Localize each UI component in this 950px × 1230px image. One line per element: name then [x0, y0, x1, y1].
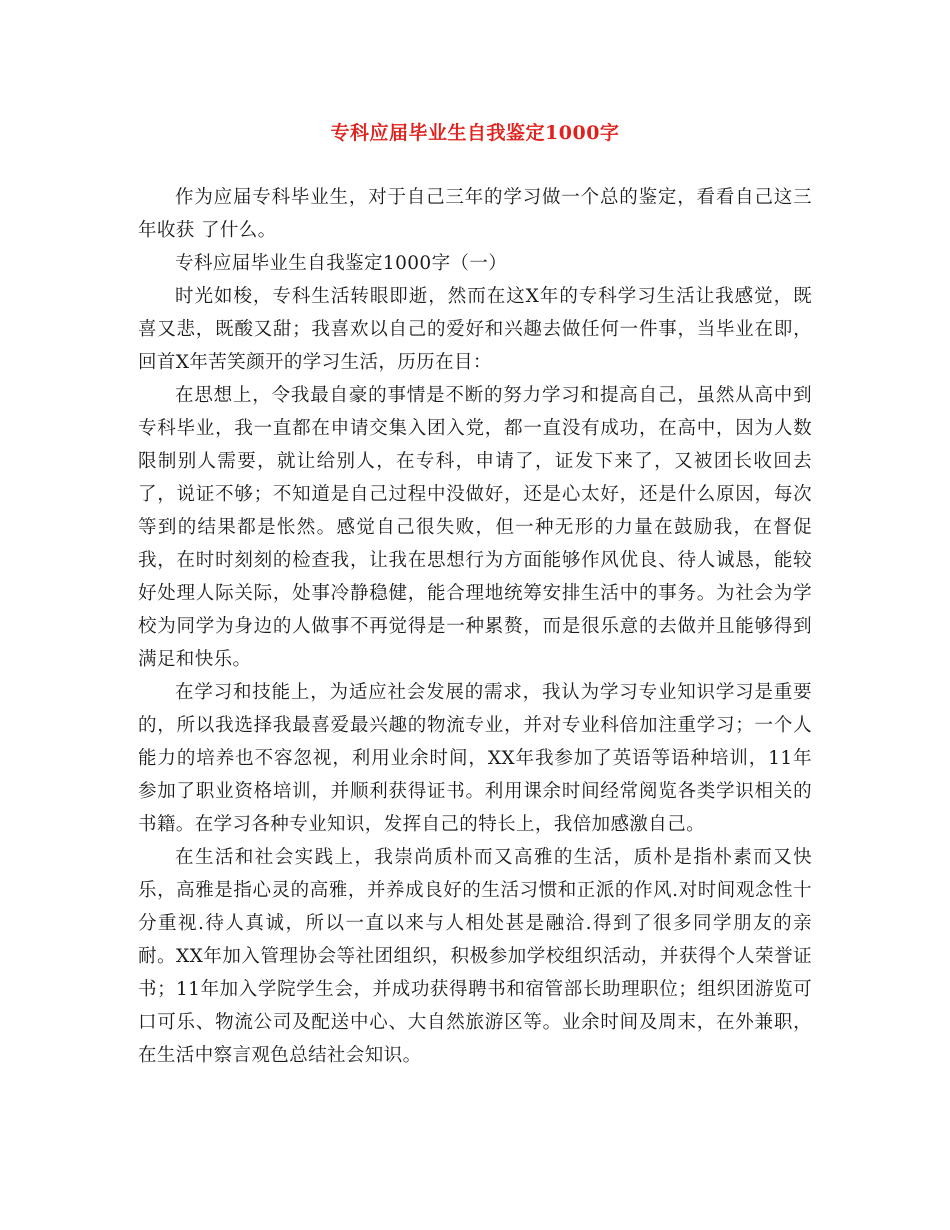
paragraph-section-heading: 专科应届毕业生自我鉴定1000字（一） — [175, 253, 508, 274]
paragraph-study-skills: 在学习和技能上，为适应社会发展的需求，我认为学习专业知识学习是重要的，所以我选择我最喜爱最兴趣的物流专业，并对专业科倍加注重学习；一个人能力的培养也不容忽视，利用业余时间，XX年我参加了英语等语种培训，11年参加了职业资格培训，并顺利获得证书。利用课余时间经常阅览各类学识相关的书籍。在学习各种专业知识，发挥自己的特长上，我倍加感激自己。 — [138, 682, 812, 835]
paragraph-intro: 作为应届专科毕业生，对于自己三年的学习做一个总的鉴定，看看自己这三年收获 了什么。 — [138, 187, 812, 241]
paragraph-ideology: 在思想上，令我最自豪的事情是不断的努力学习和提高自己，虽然从高中到专科毕业，我一直都在申请交集入团入党，都一直没有成功，在高中，因为人数限制别人需要，就让给别人，在专科，申请了，证发下来了，又被团长收回去了，说证不够；不知道是自己过程中没做好，还是心太好，还是什么原因，每次等到的结果都是怅然。感觉自己很失败，但一种无形的力量在鼓励我，在督促我，在时时刻刻的检查我，让我在思想行为方面能够作风优良、待人诚恳，能较好处理人际关际，处事冷静稳健，能合理地统筹安排生活中的事务。为社会为学校为同学为身边的人做事不再觉得是一种累赘，而是很乐意的去做并且能够得到满足和快乐。 — [138, 385, 812, 670]
paragraph-opening: 时光如梭，专科生活转眼即逝，然而在这X年的专科学习生活让我感觉，既喜又悲，既酸又甜；我喜欢以自己的爱好和兴趣去做任何一件事，当毕业在即，回首X年苦笑颜开的学习生活，历历在目： — [138, 286, 812, 373]
paragraph-life-practice: 在生活和社会实践上，我崇尚质朴而又高雅的生活，质朴是指朴素而又快乐，高雅是指心灵的高雅，并养成良好的生活习惯和正派的作风.对时间观念性十分重视.待人真诚，所以一直以来与人相处甚是融洽.得到了很多同学朋友的亲耐。XX年加入管理协会等社团组织，积极参加学校组织活动，并获得个人荣誉证书；11年加入学院学生会，并成功获得聘书和宿管部长助理职位；组织团游览可口可乐、物流公司及配送中心、大自然旅游区等。业余时间及周末，在外兼职，在生活中察言观色总结社会知识。 — [138, 847, 812, 1066]
document-title: 专科应届毕业生自我鉴定1000字 — [330, 122, 620, 144]
